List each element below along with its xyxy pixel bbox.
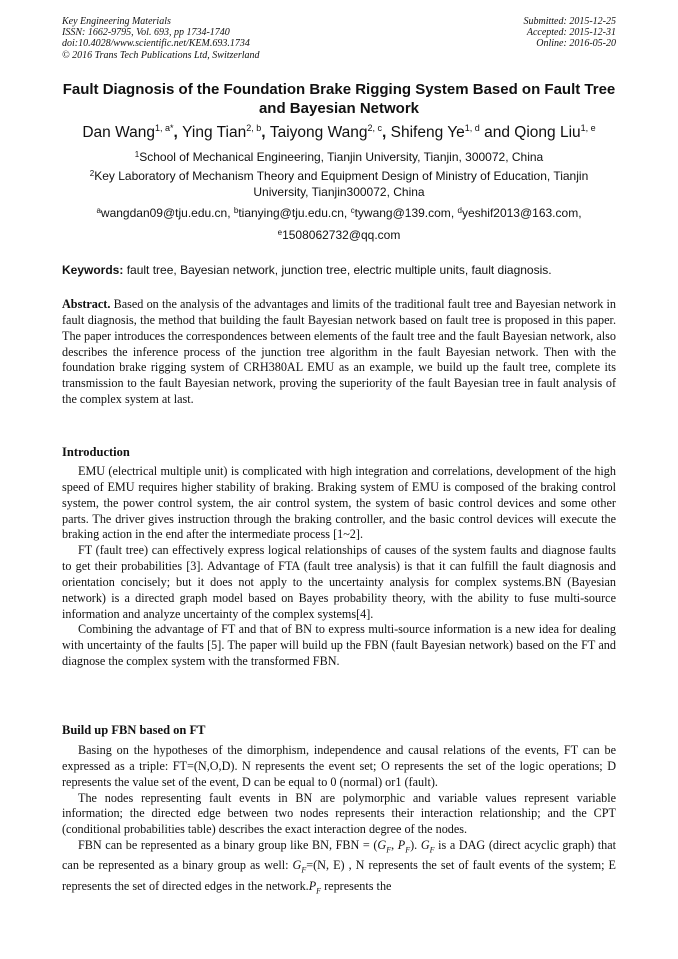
email-link[interactable]: tianying@tju.edu.cn [238,206,344,220]
math-symbol [420,838,435,855]
paragraph: EMU (electrical multiple unit) is complicated with high integration and correlations, development of the high speed of EMU requires higher stability of braking. Braking system of EMU is composed of the braking control system, the power control system, the air control system, the system of basic control devices and some other parts. The driver gives instruction through the braking controller, and the basic control devices will execute the braking action in the end after the intermediate process [1~2]. [62,464,616,542]
author-sup: 1, d [464,123,480,133]
abstract-label: Abstract. [62,297,111,311]
paragraph: Basing on the hypotheses of the dimorphism, independence and causal relations of the events, FT can be expressed as a triple: FT=(N,O,D). N represents the event set; O represents the set of the logic operations; D represents the value set of the event, D can be equal to 0 (normal) or1 (fault). [62,743,616,789]
journal-name: Key Engineering Materials [62,16,171,27]
email-link[interactable]: yeshif2013@163.com, [461,206,582,220]
author-name: Shifeng Ye [390,124,465,141]
email-sup: c [350,206,355,215]
online-date: Online: 2016-05-20 [536,38,616,50]
text-run: =(N, E) , N represents the set of fault events of the system; E represents the set of directed edges in the network. [62,858,617,893]
symbol: G [420,838,430,853]
author-sep: , [173,124,183,141]
symbol: G [377,838,387,853]
affiliation-text: Key Laboratory of Mechanism Theory and Equipment Design of Ministry of Education, Tianjin University, Tianjin300072, China [94,169,589,199]
subscript: F [386,845,392,855]
author-sup: 2, c [367,123,383,133]
accepted-date: Accepted: 2015-12-31 [526,27,616,39]
journal-header-right [524,16,617,50]
section-heading-introduction: Introduction [62,445,130,459]
author-name: Qiong Liu [514,124,581,141]
text-run: is a DAG (direct acyclic graph) that can be represented as a binary group as well: [62,838,616,873]
math-symbol [292,858,307,875]
text-run: , [391,838,398,853]
abstract-text: Based on the analysis of the advantages and limits of the traditional fault tree and Bayesian network in fault diagnosis, the method that building the fault Bayesian network based on fault tree is proposed in this paper. The paper introduces the correspondences between elements of the fault tree and the fault Bayesian network, also describes the inference process of the junction tree algorithm in the fault Bayesian network. Then with the foundation brake rigging system of CRH380AL EMU as an example, we build up the fault tree, complete its transmission to the fault Bayesian network, proving the superiority of the fault Bayesian tree in fault analysis of the complex system at last. [62,297,617,407]
email-list: $^a$wangdan09@tju.edu.cn, $^b$tianying@tju.edu.cn, $^c$tywang@139.com, $^d$yeshif2013@163.com, [96,206,582,220]
text-run: ). [410,838,421,853]
subscript: F [316,886,322,896]
email-sup: b [233,206,239,215]
symbol: P [308,878,317,893]
text-run: FBN can be represented as a binary group like BN, FBN = ( [78,838,378,853]
text-run: represents the [321,878,392,893]
author-name: Ying Tian [182,124,247,141]
email-link[interactable]: wangdan09@tju.edu.cn [100,206,228,220]
affiliation-text: School of Mechanical Engineering, Tianjin University, Tianjin, 300072, China [139,150,544,164]
math-symbol [377,838,392,855]
author-list [40,123,638,142]
paragraph: Combining the advantage of FT and that of BN to express multi-source information is a new idea for dealing with uncertainty of the faults [5]. The paper will build up the FBN (fault Bayesian network) based on the FT and diagnose the complex system with the transformed FBN. [62,622,616,669]
paper-title: Fault Diagnosis of the Foundation Brake Rigging System Based on Fault Tree and Bayesian Network [62,81,616,117]
math-symbol [397,838,411,855]
subscript: F [405,845,411,855]
abstract [62,297,616,408]
affiliation-2 [70,169,608,200]
keywords [62,263,616,278]
email-sup: a [96,206,101,215]
email-sup: e [277,228,283,237]
author-name: Taiyong Wang [269,124,368,141]
symbol: G [292,858,302,873]
author-name: Dan Wang [82,124,155,141]
email-list-2 [70,228,608,244]
math-symbol [308,878,322,896]
email-sup: d [457,206,462,215]
subscript: F [429,845,435,855]
keywords-text: fault tree, Bayesian network, junction tree, electric multiple units, fault diagnosis. [126,263,552,277]
paragraph: The nodes representing fault events in BN are polymorphic and variable values represent variable information; the directed edge between two nodes represents their interaction relationship; and the CPT (conditional probabilities table) describes the exact interaction degree of the nodes. [62,790,616,837]
author-sup: 1, a* [155,123,174,133]
affiliation-num: 2 [89,169,95,178]
section-fbn [62,743,616,899]
journal-copyright: © 2016 Trans Tech Publications Ltd, Switzerland [62,49,260,61]
keywords-label: Keywords: [62,263,124,277]
submitted-date: Submitted: 2015-12-25 [523,16,616,27]
journal-doi[interactable]: doi:10.4028/www.scientific.net/KEM.693.1734 [62,38,250,50]
email-link[interactable]: 1508062732@qq.com [282,228,401,242]
author-sep: and [479,124,515,141]
paragraph: FT (fault tree) can effectively express logical relationships of causes of the system faults and diagnose faults to get their probabilities [3]. Advantage of FTA (fault tree analysis) is that it can fulfill the fault diagnosis and orientation concisely; but it does not apply to the uncertainty analysis for complex systems.BN (Bayesian network) is a directed graph model based on Bayes probability theory, with the ability to fuse multi-source information and analyze uncertainty of the complex systems[4]. [62,543,616,621]
affiliation-num: 1 [134,150,140,159]
journal-header-left [62,16,260,61]
section-heading-fbn: Build up FBN based on FT [62,723,206,737]
section-introduction [62,464,616,670]
paragraph [62,838,616,899]
affiliation-1 [70,150,608,166]
symbol: P [397,838,406,853]
email-link[interactable]: tywang@139.com [354,206,451,220]
journal-issn: ISSN: 1662-9795, Vol. 693, pp 1734-1740 [62,27,230,39]
author-sup: 1, e [580,123,596,133]
author-sep: , [261,124,270,141]
author-sep: , [382,124,391,141]
subscript: F [301,865,307,875]
author-sup: 2, b [246,123,262,133]
